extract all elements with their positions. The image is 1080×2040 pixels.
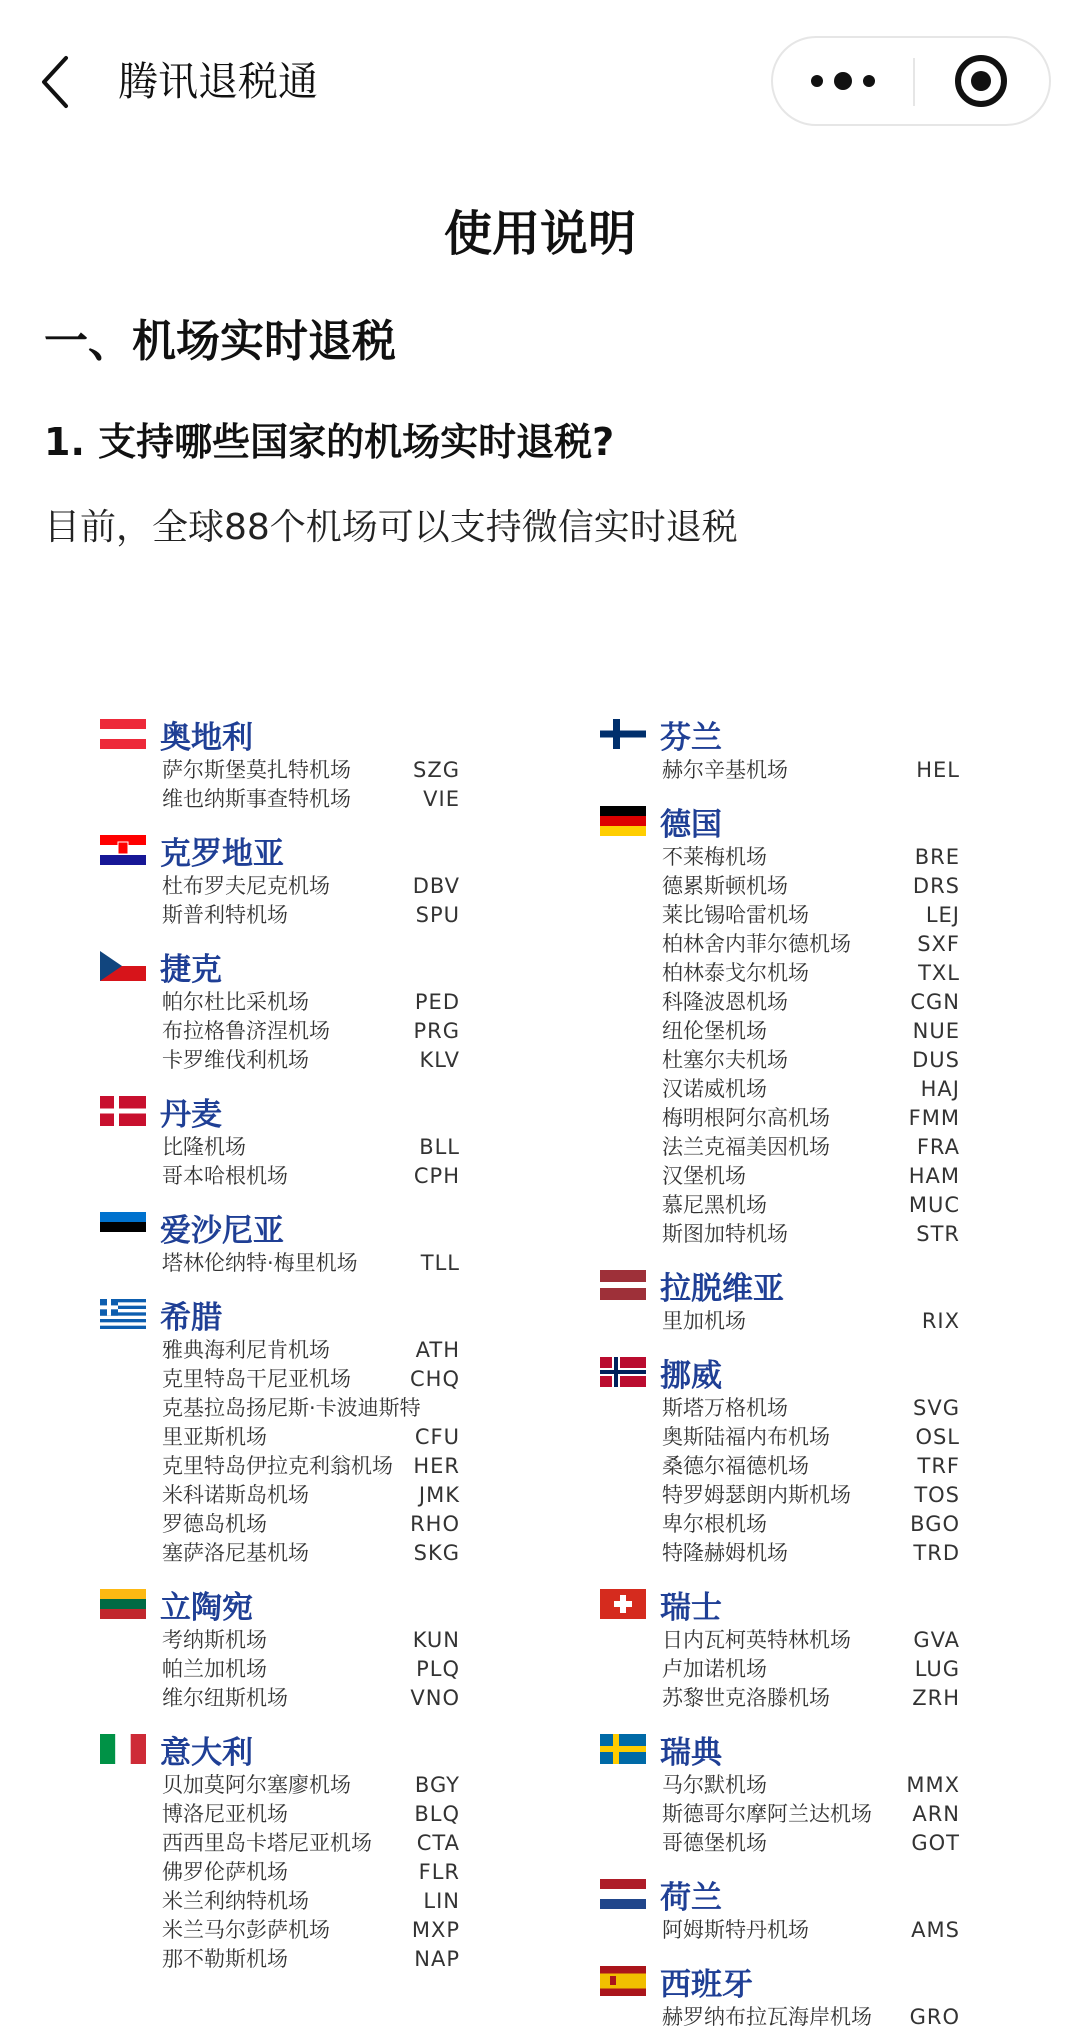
country-name: 立陶宛 <box>160 1589 253 1626</box>
airport-code: CGN <box>910 990 960 1014</box>
airport-name: 萨尔斯堡莫扎特机场 <box>162 758 351 782</box>
airport-name: 桑德尔福德机场 <box>662 1454 809 1478</box>
airport-name: 科隆波恩机场 <box>662 990 788 1014</box>
country-name: 荷兰 <box>660 1879 722 1916</box>
airport-row <box>100 1162 460 1191</box>
finland-flag-icon <box>600 719 646 749</box>
airport-code: LUG <box>914 1657 960 1681</box>
airport-name: 比隆机场 <box>162 1135 246 1159</box>
section-title: 一、机场实时退税 <box>44 316 396 367</box>
airport-row <box>600 1017 960 1046</box>
airport-name: 里加机场 <box>662 1309 746 1333</box>
airport-row <box>600 1220 960 1249</box>
airport-code: PLQ <box>416 1657 460 1681</box>
country-header <box>600 1263 960 1307</box>
airport-row <box>100 1916 460 1945</box>
airport-name: 德累斯顿机场 <box>662 874 788 898</box>
airport-code: NAP <box>414 1947 460 1971</box>
country-name: 捷克 <box>160 951 222 988</box>
airport-code: KUN <box>412 1628 460 1652</box>
airport-name: 特隆赫姆机场 <box>662 1541 788 1565</box>
airport-name: 奥斯陆福内布机场 <box>662 1425 830 1449</box>
airport-name: 马尔默机场 <box>662 1773 767 1797</box>
airport-code: TRD <box>913 1541 960 1565</box>
airport-row <box>100 1626 460 1655</box>
airport-name: 布拉格鲁济涅机场 <box>162 1019 330 1043</box>
airport-name: 赫尔辛基机场 <box>662 758 788 782</box>
country-header <box>100 1727 460 1771</box>
airport-code: SXF <box>917 932 960 956</box>
airport-name: 纽伦堡机场 <box>662 1019 767 1043</box>
airport-code: GVA <box>913 1628 960 1652</box>
airport-name: 斯普利特机场 <box>162 903 288 927</box>
country-header <box>600 1350 960 1394</box>
nav-bar <box>0 0 1080 165</box>
airport-row <box>600 1191 960 1220</box>
airport-row <box>100 1887 460 1916</box>
airport-name: 贝加莫阿尔塞廖机场 <box>162 1773 351 1797</box>
airport-code: FLR <box>418 1860 460 1884</box>
airport-code: BGO <box>910 1512 960 1536</box>
airport-name: 米科诺斯岛机场 <box>162 1483 309 1507</box>
country-header <box>600 1872 960 1916</box>
airport-row <box>100 1133 460 1162</box>
estonia-flag-icon <box>100 1212 146 1242</box>
airport-row <box>600 988 960 1017</box>
airport-row <box>100 1945 460 1974</box>
airport-code: CHQ <box>410 1367 460 1391</box>
airport-name: 法兰克福美因机场 <box>662 1135 830 1159</box>
airport-code: VNO <box>410 1686 460 1710</box>
country-name: 瑞典 <box>660 1734 722 1771</box>
airport-code: ZRH <box>912 1686 960 1710</box>
airport-row <box>600 2003 960 2032</box>
airport-row <box>600 872 960 901</box>
airport-row <box>600 1655 960 1684</box>
airport-code: BLQ <box>414 1802 460 1826</box>
country-name: 德国 <box>660 806 722 843</box>
airport-code: DBV <box>412 874 460 898</box>
airport-row <box>100 1394 460 1423</box>
airport-row <box>600 1162 960 1191</box>
airport-name: 不莱梅机场 <box>662 845 767 869</box>
austria-flag-icon <box>100 719 146 749</box>
airport-row <box>100 1539 460 1568</box>
airport-name: 西西里岛卡塔尼亚机场 <box>162 1831 372 1855</box>
airport-code: BLL <box>419 1135 460 1159</box>
country-name: 芬兰 <box>660 719 722 756</box>
airport-code: CFU <box>414 1425 460 1449</box>
country-name: 西班牙 <box>660 1966 753 2003</box>
airport-row <box>600 1539 960 1568</box>
country-header <box>100 1582 460 1626</box>
country-name: 希腊 <box>160 1299 222 1336</box>
lithuania-flag-icon <box>100 1589 146 1619</box>
airport-name: 斯图加特机场 <box>662 1222 788 1246</box>
airport-code: RHO <box>410 1512 460 1536</box>
airport-row <box>600 1133 960 1162</box>
airport-row <box>600 1626 960 1655</box>
airport-name: 柏林舍内菲尔德机场 <box>662 932 851 956</box>
airport-row <box>600 1829 960 1858</box>
country-name: 挪威 <box>660 1357 722 1394</box>
airport-code: ARN <box>912 1802 960 1826</box>
airport-row <box>600 1916 960 1945</box>
airport-row <box>600 756 960 785</box>
airport-row <box>100 1858 460 1887</box>
latvia-flag-icon <box>600 1270 646 1300</box>
airport-name: 哥德堡机场 <box>662 1831 767 1855</box>
airport-name: 考纳斯机场 <box>162 1628 267 1652</box>
country-header <box>100 1205 460 1249</box>
airport-name: 博洛尼亚机场 <box>162 1802 288 1826</box>
country-header <box>600 799 960 843</box>
country-header <box>600 1582 960 1626</box>
airport-name: 那不勒斯机场 <box>162 1947 288 1971</box>
country-header <box>600 1959 960 2003</box>
airport-row <box>100 1684 460 1713</box>
airport-name: 阿姆斯特丹机场 <box>662 1918 809 1942</box>
airport-name: 帕尔杜比采机场 <box>162 990 309 1014</box>
airport-code: TOS <box>914 1483 960 1507</box>
airport-row <box>600 1452 960 1481</box>
country-name: 奥地利 <box>160 719 253 756</box>
airport-name: 哥本哈根机场 <box>162 1164 288 1188</box>
airport-code: SVG <box>913 1396 960 1420</box>
airport-row <box>100 1423 460 1452</box>
airport-name: 塔林伦纳特·梅里机场 <box>162 1251 358 1275</box>
airport-row <box>100 1452 460 1481</box>
airport-code: SPU <box>415 903 460 927</box>
spain-flag-icon <box>600 1966 646 1996</box>
airport-row <box>100 1336 460 1365</box>
italy-flag-icon <box>100 1734 146 1764</box>
more-button[interactable] <box>773 38 913 124</box>
airport-row <box>600 1510 960 1539</box>
airport-code: GRO <box>909 2005 960 2029</box>
target-close-icon <box>915 38 1051 124</box>
airport-row <box>600 1104 960 1133</box>
airport-row <box>600 1481 960 1510</box>
airport-code: SKG <box>413 1541 460 1565</box>
airport-name: 维也纳斯事查特机场 <box>162 787 351 811</box>
airport-code: MMX <box>906 1773 960 1797</box>
airport-row <box>100 1800 460 1829</box>
airport-code: GOT <box>911 1831 960 1855</box>
country-name: 拉脱维亚 <box>660 1270 784 1307</box>
switzerland-flag-icon <box>600 1589 646 1619</box>
airport-row <box>600 1684 960 1713</box>
greece-flag-icon <box>100 1299 146 1329</box>
airport-name: 卢加诺机场 <box>662 1657 767 1681</box>
airport-name: 米兰利纳特机场 <box>162 1889 309 1913</box>
airport-name: 罗德岛机场 <box>162 1512 267 1536</box>
airport-code: SZG <box>413 758 460 782</box>
airport-code: BRE <box>914 845 960 869</box>
airport-code: LIN <box>423 1889 460 1913</box>
country-name: 爱沙尼亚 <box>160 1212 284 1249</box>
airport-name: 塞萨洛尼基机场 <box>162 1541 309 1565</box>
airport-row <box>600 843 960 872</box>
airport-name: 慕尼黑机场 <box>662 1193 767 1217</box>
airport-code: STR <box>916 1222 960 1246</box>
airport-row <box>100 1510 460 1539</box>
airport-name: 莱比锡哈雷机场 <box>662 903 809 927</box>
more-dots-icon <box>773 38 913 124</box>
airport-code: VIE <box>423 787 460 811</box>
airport-name: 卡罗维伐利机场 <box>162 1048 309 1072</box>
airport-code: FMM <box>908 1106 960 1130</box>
airport-name: 里亚斯机场 <box>162 1425 267 1449</box>
airport-code: OSL <box>915 1425 960 1449</box>
airport-code: KLV <box>419 1048 460 1072</box>
airport-row <box>600 901 960 930</box>
airport-name: 汉诺威机场 <box>662 1077 767 1101</box>
airport-row <box>100 1249 460 1278</box>
denmark-flag-icon <box>100 1096 146 1126</box>
airport-code: ATH <box>415 1338 460 1362</box>
airport-name: 杜塞尔夫机场 <box>662 1048 788 1072</box>
country-name: 克罗地亚 <box>160 835 284 872</box>
airport-name: 杜布罗夫尼克机场 <box>162 874 330 898</box>
airport-name: 斯德哥尔摩阿兰达机场 <box>662 1802 872 1826</box>
airport-column-right <box>600 712 960 2032</box>
airport-code: MUC <box>908 1193 960 1217</box>
airport-name: 柏林泰戈尔机场 <box>662 961 809 985</box>
airport-code: AMS <box>911 1918 960 1942</box>
airport-code: DRS <box>912 874 960 898</box>
airport-code: LEJ <box>925 903 960 927</box>
airport-code: TXL <box>918 961 960 985</box>
airport-code: HEL <box>916 758 960 782</box>
airport-code: FRA <box>916 1135 960 1159</box>
airport-row <box>100 1829 460 1858</box>
airport-name: 雅典海利尼肯机场 <box>162 1338 330 1362</box>
country-header <box>100 1089 460 1133</box>
country-name: 丹麦 <box>160 1096 222 1133</box>
airport-row <box>600 1394 960 1423</box>
airport-name: 维尔纽斯机场 <box>162 1686 288 1710</box>
mini-program-capsule <box>771 36 1051 126</box>
airport-row <box>600 959 960 988</box>
airport-code: HER <box>413 1454 460 1478</box>
airport-name: 克基拉岛扬尼斯·卡波迪斯特 <box>162 1396 421 1420</box>
airport-name: 佛罗伦萨机场 <box>162 1860 288 1884</box>
airport-row <box>100 756 460 785</box>
country-header <box>600 712 960 756</box>
airport-name: 汉堡机场 <box>662 1164 746 1188</box>
airport-name: 克里特岛伊拉克利翁机场 <box>162 1454 393 1478</box>
airport-row <box>100 1481 460 1510</box>
airport-code: MXP <box>411 1918 460 1942</box>
czech-flag-icon <box>100 951 146 981</box>
airport-code: DUS <box>912 1048 960 1072</box>
airport-code: PED <box>414 990 460 1014</box>
airport-row <box>600 1800 960 1829</box>
airport-code: TLL <box>420 1251 460 1275</box>
country-header <box>100 828 460 872</box>
netherlands-flag-icon <box>600 1879 646 1909</box>
airport-code: HAJ <box>920 1077 960 1101</box>
country-name: 瑞士 <box>660 1589 722 1626</box>
airport-row <box>100 785 460 814</box>
airport-code: RIX <box>921 1309 960 1333</box>
close-button[interactable] <box>915 38 1051 124</box>
airport-code: CTA <box>416 1831 460 1855</box>
question-title: 1. 支持哪些国家的机场实时退税? <box>44 420 615 464</box>
airport-row <box>100 1365 460 1394</box>
airport-name: 卑尔根机场 <box>662 1512 767 1536</box>
airport-code: TRF <box>917 1454 960 1478</box>
airport-row <box>600 930 960 959</box>
airport-name: 日内瓦柯英特林机场 <box>662 1628 851 1652</box>
croatia-flag-icon <box>100 835 146 865</box>
airport-row <box>600 1075 960 1104</box>
country-header <box>100 944 460 988</box>
airport-code: BGY <box>414 1773 460 1797</box>
airport-row <box>100 1655 460 1684</box>
country-name: 意大利 <box>160 1734 253 1771</box>
sweden-flag-icon <box>600 1734 646 1764</box>
page-title: 使用说明 <box>443 206 636 262</box>
airport-row <box>100 872 460 901</box>
airport-code: HAM <box>908 1164 960 1188</box>
airport-row <box>100 1046 460 1075</box>
airport-code: PRG <box>413 1019 460 1043</box>
airport-name: 苏黎世克洛滕机场 <box>662 1686 830 1710</box>
germany-flag-icon <box>600 806 646 836</box>
back-button[interactable] <box>38 52 78 112</box>
airport-name: 斯塔万格机场 <box>662 1396 788 1420</box>
airport-row <box>600 1423 960 1452</box>
airport-code: CPH <box>413 1164 460 1188</box>
airport-row <box>600 1307 960 1336</box>
airport-name: 梅明根阿尔高机场 <box>662 1106 830 1130</box>
airport-name: 赫罗纳布拉瓦海岸机场 <box>662 2005 872 2029</box>
airport-code: NUE <box>912 1019 960 1043</box>
airport-row <box>600 1771 960 1800</box>
description-text: 目前，全球88个机场可以支持微信实时退税 <box>44 507 738 548</box>
airport-name: 帕兰加机场 <box>162 1657 267 1681</box>
norway-flag-icon <box>600 1357 646 1387</box>
airport-name: 特罗姆瑟朗内斯机场 <box>662 1483 851 1507</box>
airport-row <box>100 1771 460 1800</box>
airport-code: JMK <box>418 1483 460 1507</box>
chevron-left-icon <box>38 52 78 112</box>
airport-row <box>100 988 460 1017</box>
country-header <box>100 1292 460 1336</box>
airport-column-left <box>100 712 460 1974</box>
airport-row <box>100 901 460 930</box>
nav-title: 腾讯退税通 <box>118 59 318 105</box>
airport-name: 克里特岛干尼亚机场 <box>162 1367 351 1391</box>
airport-name: 米兰马尔彭萨机场 <box>162 1918 330 1942</box>
country-header <box>100 712 460 756</box>
airport-row <box>100 1017 460 1046</box>
country-header <box>600 1727 960 1771</box>
airport-row <box>600 1046 960 1075</box>
